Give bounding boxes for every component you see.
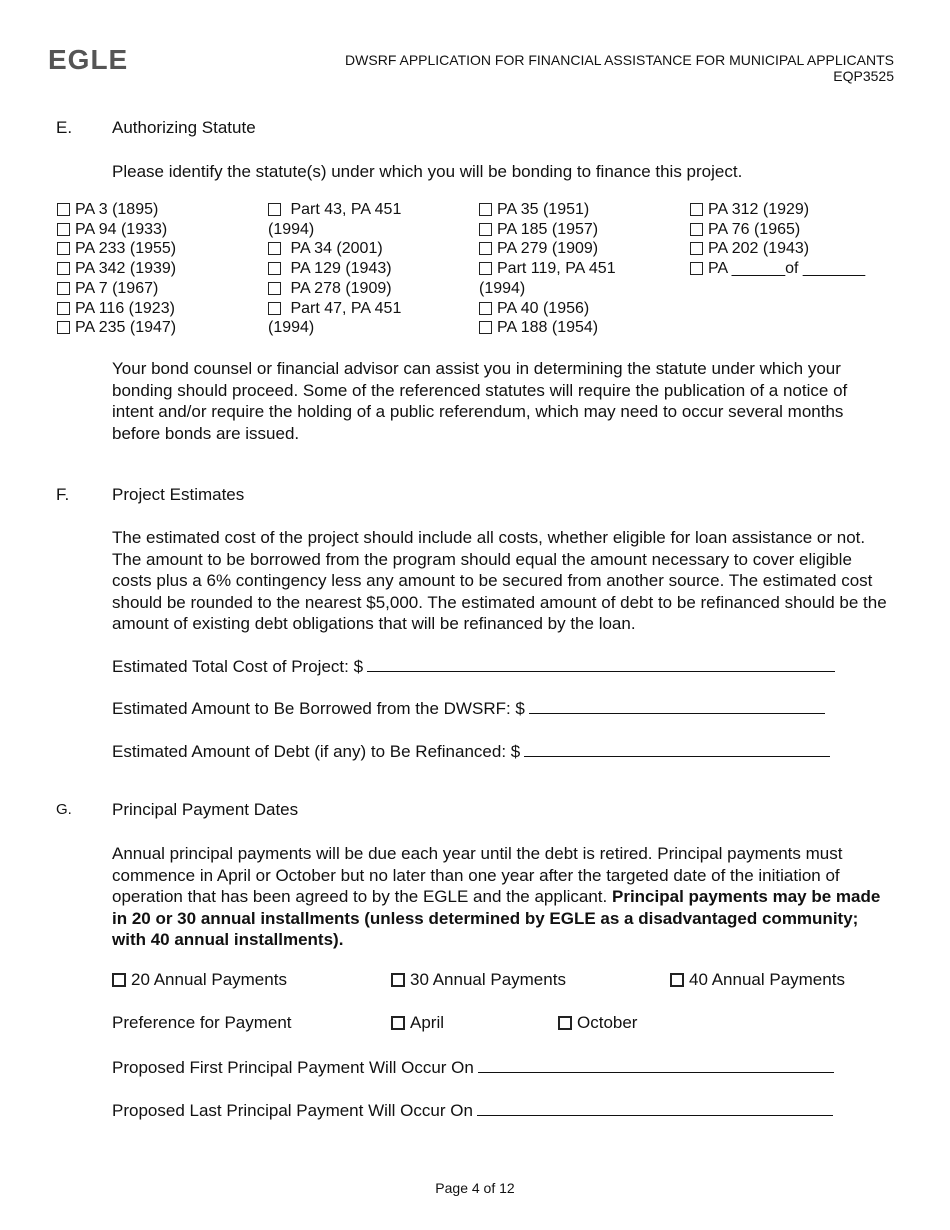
statute-option-cont: (1994) bbox=[479, 279, 526, 297]
checkbox[interactable] bbox=[112, 973, 126, 987]
section-g-text bbox=[112, 843, 892, 951]
statute-option-cont: (1994) bbox=[268, 220, 315, 238]
statute-option[interactable]: PA 76 (1965) bbox=[690, 220, 865, 240]
checkbox[interactable] bbox=[479, 262, 492, 275]
borrowed-label: Estimated Amount to Be Borrowed from the DWSRF: $ bbox=[112, 699, 525, 718]
section-f-letter: F. bbox=[56, 485, 70, 504]
section-e-instruction: Please identify the statute(s) under which you will be bonding to finance this project. bbox=[112, 162, 743, 181]
page-number: Page 4 of 12 bbox=[435, 1180, 515, 1196]
checkbox[interactable] bbox=[57, 282, 70, 295]
checkbox[interactable] bbox=[57, 302, 70, 315]
statute-option[interactable]: PA 279 (1909) bbox=[479, 239, 616, 259]
refinanced-row bbox=[112, 740, 830, 762]
first-payment-row bbox=[112, 1056, 834, 1078]
checkbox[interactable] bbox=[558, 1016, 572, 1030]
statute-option-cont: (1994) bbox=[268, 319, 315, 337]
checkbox[interactable] bbox=[57, 321, 70, 334]
checkbox[interactable] bbox=[57, 223, 70, 236]
checkbox[interactable] bbox=[268, 282, 281, 295]
statute-option[interactable]: Part 47, PA 451 bbox=[268, 299, 401, 319]
refinanced-field[interactable] bbox=[524, 740, 830, 757]
checkbox[interactable] bbox=[268, 242, 281, 255]
section-e-note: Your bond counsel or financial advisor can assist you in determining the statute under which your bonding should proceed. Some of the referenced statutes will require the publication of a notice of intent and/or require the holding of a public referendum, which may need to occur several months before bonds are issued. bbox=[112, 359, 848, 443]
statute-option[interactable]: PA 34 (2001) bbox=[268, 239, 401, 259]
checkbox[interactable] bbox=[670, 973, 684, 987]
checkbox[interactable] bbox=[479, 321, 492, 334]
checkbox[interactable] bbox=[268, 203, 281, 216]
checkbox[interactable] bbox=[690, 242, 703, 255]
section-g-text-plain: Annual principal payments will be due each year until the debt is retired. Principal payments must commence in April or October but no later than one year after the targeted date of the initiation of operation that has been agreed to by the EGLE and the applicant. bbox=[112, 844, 843, 906]
statute-option[interactable]: PA 129 (1943) bbox=[268, 259, 401, 279]
statute-option[interactable]: PA 35 (1951) bbox=[479, 200, 616, 220]
statute-column-2 bbox=[268, 200, 401, 338]
checkbox[interactable] bbox=[57, 242, 70, 255]
opt-30-annual[interactable]: 30 Annual Payments bbox=[391, 970, 566, 990]
checkbox[interactable] bbox=[690, 203, 703, 216]
statute-column-1 bbox=[57, 200, 176, 338]
statute-column-3 bbox=[479, 200, 616, 338]
section-g-letter: G. bbox=[56, 801, 72, 818]
total-cost-row bbox=[112, 655, 835, 677]
checkbox[interactable] bbox=[57, 203, 70, 216]
section-g-title: Principal Payment Dates bbox=[112, 800, 299, 819]
checkbox[interactable] bbox=[479, 223, 492, 236]
checkbox[interactable] bbox=[268, 262, 281, 275]
form-number: EQP3525 bbox=[833, 68, 894, 84]
checkbox[interactable] bbox=[690, 223, 703, 236]
opt-october[interactable]: October bbox=[558, 1013, 637, 1033]
checkbox[interactable] bbox=[479, 203, 492, 216]
statute-option[interactable]: PA 233 (1955) bbox=[57, 239, 176, 259]
statute-option[interactable]: PA 116 (1923) bbox=[57, 299, 176, 319]
borrowed-field[interactable] bbox=[529, 697, 825, 714]
section-e-title: Authorizing Statute bbox=[112, 118, 256, 137]
last-payment-row bbox=[112, 1099, 833, 1121]
statute-option[interactable]: PA 278 (1909) bbox=[268, 279, 401, 299]
section-g-text-bold: Principal payments may be made in 20 or 30 annual installments (unless determined by EGLE as a disadvantaged community; with 40 annual installments). bbox=[112, 887, 881, 949]
statute-option[interactable]: PA 40 (1956) bbox=[479, 299, 616, 319]
statute-option[interactable]: PA 188 (1954) bbox=[479, 318, 616, 338]
logo-text: EGLE bbox=[48, 46, 128, 72]
total-cost-label: Estimated Total Cost of Project: $ bbox=[112, 657, 364, 676]
first-payment-field[interactable] bbox=[478, 1056, 834, 1073]
checkbox[interactable] bbox=[391, 973, 405, 987]
last-payment-field[interactable] bbox=[477, 1099, 833, 1116]
statute-option[interactable]: PA 202 (1943) bbox=[690, 239, 865, 259]
statute-option[interactable]: PA 185 (1957) bbox=[479, 220, 616, 240]
checkbox[interactable] bbox=[268, 302, 281, 315]
section-f-title: Project Estimates bbox=[112, 485, 245, 504]
checkbox[interactable] bbox=[690, 262, 703, 275]
statute-option[interactable]: PA 3 (1895) bbox=[57, 200, 176, 220]
last-payment-label: Proposed Last Principal Payment Will Occur On bbox=[112, 1101, 473, 1120]
opt-april[interactable]: April bbox=[391, 1013, 444, 1033]
pref-label: Preference for Payment bbox=[112, 1013, 292, 1032]
statute-option[interactable]: PA 94 (1933) bbox=[57, 220, 176, 240]
statute-option[interactable]: Part 119, PA 451 bbox=[479, 259, 616, 279]
checkbox[interactable] bbox=[479, 242, 492, 255]
opt-20-annual[interactable]: 20 Annual Payments bbox=[112, 970, 287, 990]
statute-option[interactable]: PA 235 (1947) bbox=[57, 318, 176, 338]
statute-option[interactable]: Part 43, PA 451 bbox=[268, 200, 401, 220]
opt-40-annual[interactable]: 40 Annual Payments bbox=[670, 970, 845, 990]
section-f-text: The estimated cost of the project should include all costs, whether eligible for loan assistance or not. The amount to be borrowed from the program should equal the amount necessary to cover eligible costs plus a 6% contingency less any amount to be secured from another source. The estimated cost should be rounded to the nearest $5,000. The estimated amount of debt to be refinanced should be the amount of existing debt obligations that will be refinanced by the loan. bbox=[112, 528, 887, 633]
section-e-letter: E. bbox=[56, 118, 73, 137]
total-cost-field[interactable] bbox=[367, 655, 835, 672]
statute-column-4 bbox=[690, 200, 865, 279]
checkbox[interactable] bbox=[57, 262, 70, 275]
statute-option[interactable]: PA 7 (1967) bbox=[57, 279, 176, 299]
doc-title: DWSRF APPLICATION FOR FINANCIAL ASSISTANCE FOR MUNICIPAL APPLICANTS bbox=[345, 52, 894, 68]
document-header bbox=[345, 52, 894, 84]
checkbox[interactable] bbox=[479, 302, 492, 315]
refinanced-label: Estimated Amount of Debt (if any) to Be Refinanced: $ bbox=[112, 742, 521, 761]
egle-logo bbox=[48, 46, 128, 72]
statute-option[interactable]: PA 312 (1929) bbox=[690, 200, 865, 220]
checkbox[interactable] bbox=[391, 1016, 405, 1030]
borrowed-row bbox=[112, 697, 825, 719]
first-payment-label: Proposed First Principal Payment Will Occur On bbox=[112, 1058, 474, 1077]
statute-option[interactable]: PA 342 (1939) bbox=[57, 259, 176, 279]
statute-option-other[interactable]: PA ______of _______ bbox=[690, 259, 865, 279]
